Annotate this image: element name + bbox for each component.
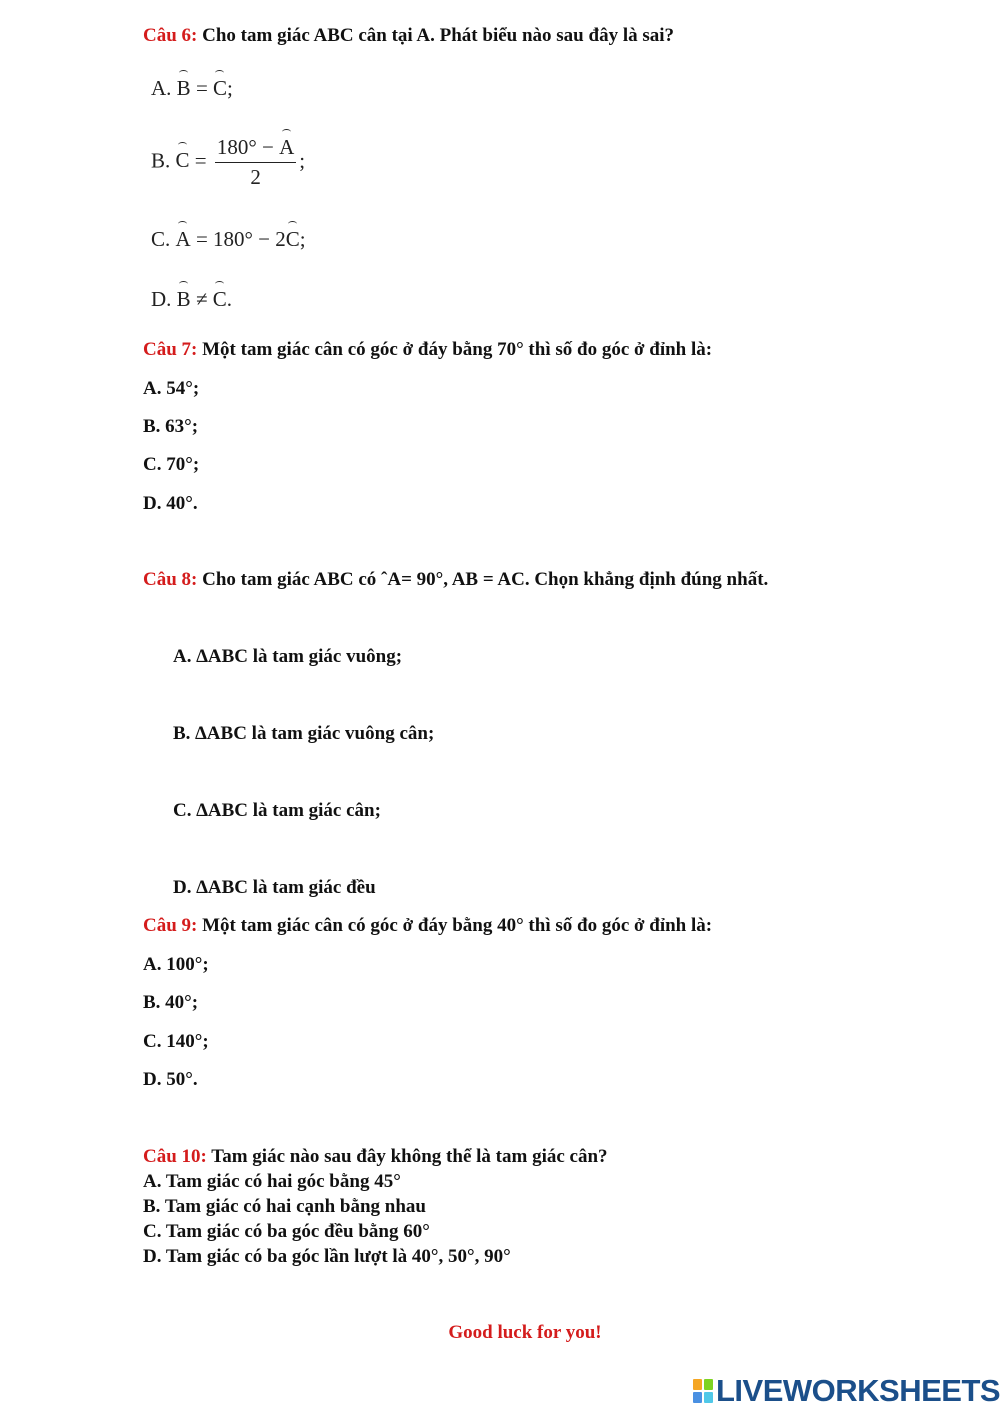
question-7-option-b[interactable]: B. 63°; [143, 416, 199, 437]
question-10-option-b[interactable]: B. Tam giác có hai cạnh bằng nhau [143, 1196, 426, 1217]
question-9-option-d[interactable]: D. 50°. [143, 1069, 198, 1090]
angle-c-symbol: C [175, 148, 190, 173]
fraction [215, 135, 296, 190]
fraction-denominator: 2 [250, 165, 261, 189]
question-6-option-d[interactable]: D. B ≠ C. [151, 287, 232, 311]
question-9-option-b[interactable]: B. 40°; [143, 992, 199, 1013]
question-6-label: Câu 6: [143, 25, 198, 46]
question-8-option-c[interactable]: C. ∆ABC là tam giác cân; [173, 800, 381, 821]
question-7-label: Câu 7: [143, 339, 198, 360]
question-10-option-d[interactable]: D. Tam giác có ba góc lần lượt là 40°, 50°, 90° [143, 1246, 511, 1267]
question-9-option-a[interactable]: A. 100°; [143, 954, 209, 975]
liveworksheets-logo-icon [692, 1378, 714, 1404]
question-6-heading [143, 24, 674, 48]
question-8-option-a[interactable]: A. ∆ABC là tam giác vuông; [173, 646, 403, 667]
question-8-heading [143, 568, 768, 592]
angle-b-symbol: B [176, 287, 191, 311]
question-10-option-a[interactable]: A. Tam giác có hai góc bằng 45° [143, 1171, 401, 1192]
question-9-label: Câu 9: [143, 915, 198, 936]
question-6-text: Cho tam giác ABC cân tại A. Phát biểu nào sau đây là sai? [202, 25, 675, 46]
angle-c-symbol: C [212, 287, 227, 311]
angle-b-symbol: B [176, 76, 191, 100]
question-6-option-a[interactable]: A. B = C; [151, 76, 233, 100]
question-7-option-a[interactable]: A. 54°; [143, 378, 200, 399]
question-6-option-c[interactable]: C. A = 180° − 2C; [151, 227, 306, 251]
question-10-text: Tam giác nào sau đây không thể là tam giác cân? [211, 1146, 608, 1167]
question-9-text: Một tam giác cân có góc ở đáy bằng 40° thì số đo góc ở đỉnh là: [202, 915, 713, 936]
question-7-heading [143, 338, 712, 362]
closing-message: Good luck for you! [448, 1322, 602, 1343]
question-6-option-b[interactable]: B. C = $\frac{180^\circ - A}{2}$ ; [151, 135, 306, 189]
question-7-option-c[interactable]: C. 70°; [143, 454, 200, 475]
angle-c-symbol: C [213, 76, 228, 100]
fraction-numerator: 180° − A [215, 135, 296, 163]
question-7-text: Một tam giác cân có góc ở đáy bằng 70° thì số đo góc ở đỉnh là: [202, 339, 713, 360]
question-7-option-d[interactable]: D. 40°. [143, 493, 198, 514]
angle-a-symbol: A [279, 135, 295, 159]
question-9-option-c[interactable]: C. 140°; [143, 1031, 209, 1052]
question-8-option-d[interactable]: D. ∆ABC là tam giác đều [173, 877, 376, 898]
question-10-heading [143, 1145, 608, 1169]
angle-a-symbol: A [175, 227, 191, 251]
question-9-heading [143, 914, 712, 938]
question-8-option-b[interactable]: B. ∆ABC là tam giác vuông cân; [173, 723, 435, 744]
liveworksheets-logo [692, 1374, 1000, 1408]
question-8-label: Câu 8: [143, 569, 198, 590]
question-10-label: Câu 10: [143, 1146, 207, 1167]
brand-name: LIVEWORKSHEETS [716, 1373, 1000, 1408]
question-8-text: Cho tam giác ABC có ˆA= 90°, AB = AC. Chọn khẳng định đúng nhất. [202, 569, 769, 590]
angle-c-symbol: C [285, 227, 300, 251]
question-10-option-c[interactable]: C. Tam giác có ba góc đều bằng 60° [143, 1221, 430, 1242]
